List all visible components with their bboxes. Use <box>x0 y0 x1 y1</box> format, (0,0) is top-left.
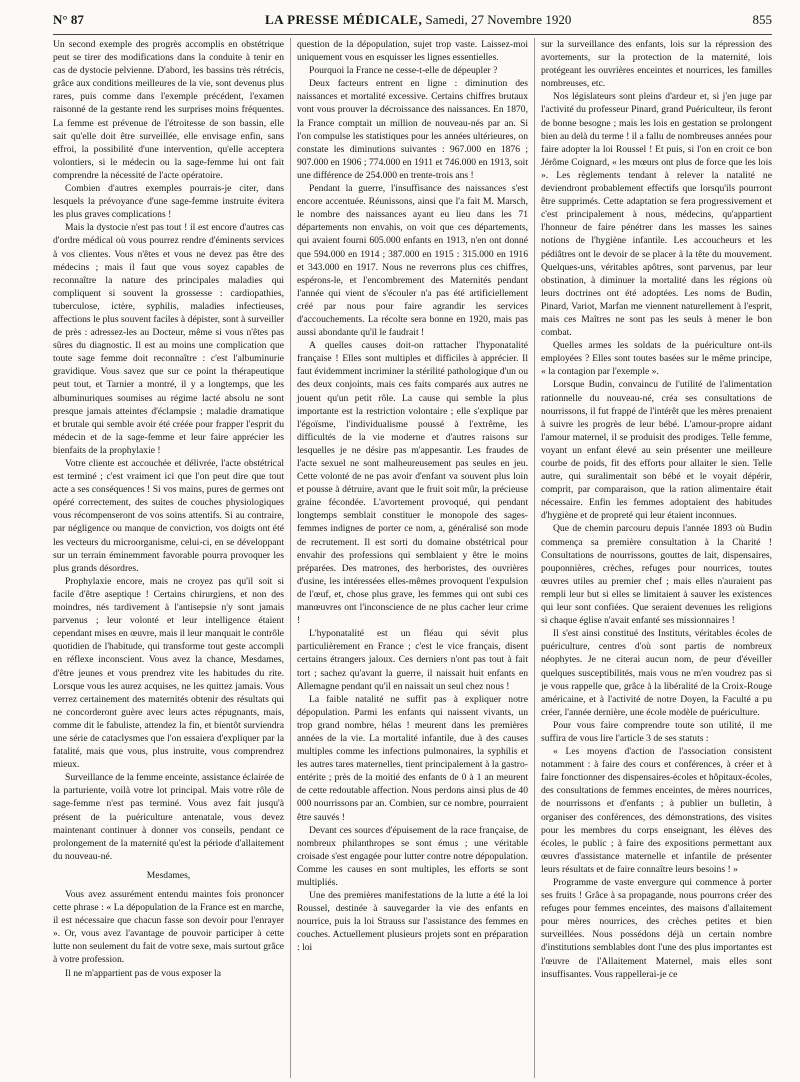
header-masthead <box>265 12 571 28</box>
paragraph: Il ne m'appartient pas de vous exposer la <box>65 967 221 979</box>
paragraph: La faible natalité ne suffit pas à expliquer notre dépopulation. Parmi les enfants qui naissent vivants, un trop grand nombre, hélas ! meurent dans les premières années de la vie. La mortalité infantile, due à des causes multiples comme les infections pulmonaires, la syphilis et les autres tares maternelles, tient principalement à la gastro-entérite ; près de la moitié des enfants de 0 à 1 an meurent de cette redoutable affection. Nous perdons ainsi plus de 40 000 nourrissons par an. Combien, sur ce nombre, pourraient être sauvés ! <box>297 693 528 823</box>
paragraph: Programme de vaste envergure qui commence à porter ses fruits ! Grâce à sa propagande, nous pourrons créer des refuges pour femmes enceintes, des maisons d'allaitement pour mères nourrices, des crèches petites et bien surveillées. Nous possédons déjà un certain nombre d'institutions semblables dont l'une des plus importantes est l'œuvre de l'Allaitement Maternel, mais elles sont insuffisantes. Vous rappellerai-je ce <box>541 877 772 980</box>
paragraph: Quelles armes les soldats de la puériculture ont-ils employées ? Elles sont toutes basées sur le même principe, « la contagion par l'exemple ». <box>541 340 772 378</box>
paragraph: sur la surveillance des enfants, lois sur la répression des avortements, sur la protection de la maternité, lois protégeant les ouvrières enceintes et nourrices, les familles nombreuses, etc. <box>541 39 772 90</box>
paragraph: Deux facteurs entrent en ligne : diminution des naissances et mortalité excessive. Certains chiffres brutaux vont vous prouver la décroissance des naissances. En 1870, la France comptait un million de nouveau-nés par an. Si l'on compulse les statistiques pour les années ultérieures, on constate les diminutions suivantes : 967.000 en 1876 ; 907.000 en 1906 ; 774.000 en 1911 et 746.000 en 1913, soit une différence de 254.000 en trente-trois ans ! <box>297 78 528 181</box>
paragraph: Surveillance de la femme enceinte, assistance éclairée de la parturiente, voilà votre lot principal. Mais votre rôle de sage-femme n'est pas terminé. Vous avez fait jusqu'à présent de la puériculture antenatale, vous devez maintenant continuer à donner vos conseils, pendant ce prolongement de la maternité qu'est la période d'allaitement du nouveau-né. <box>53 772 284 862</box>
paragraph: Que de chemin parcouru depuis l'année 1893 où Budin commença sa première consultation à la Charité ! Consultations de nourrissons, gouttes de lait, dispensaires, pouponnières, crèches, refuges pour nourrices, toutes œuvres utiles au premier chef ; mais elles n'auraient pas rempli leur but si elles se limitaient à sauver les existences qui leur sont confiées. Que seraient devenues les religions si chaque église n'avait enfanté ses missionnaires ! <box>541 523 772 627</box>
journal-title: LA PRESSE MÉDICALE, <box>264 12 423 27</box>
column-2 <box>290 38 528 1078</box>
page-header <box>53 12 772 35</box>
issue-number: N° 87 <box>53 12 84 27</box>
paragraph: Il s'est ainsi constitué des Instituts, véritables écoles de puériculture, centres d'où sont partis de nombreux néophytes. Je ne citerai aucun nom, de peur d'éveiller quelques susceptibilités, mais vous ne m'en voudrez pas si je vous rappelle que, grâce à la libéralité de la Croix-Rouge américaine, et à l'activité de notre Doyen, la Faculté a pu créer, l'année dernière, une école modèle de puériculture. <box>541 628 772 718</box>
paragraph: Une des premières manifestations de la lutte a été la loi Roussel, destinée à sauvegarder la vie des enfants en nourrice, puis la loi Strauss sur l'assistance des femmes en couches. Actuellement plusieurs projets sont en préparation : loi <box>297 890 528 954</box>
paragraph: Un second exemple des progrès accomplis en obstétrique peut se tirer des modifications dans la conduite à tenir en cas de dystocie pelvienne. D'abord, les bassins très rétrécis, grâce aux conditions meilleures de la vie, sont devenus plus rares, puis comme dans l'exemple précédent, l'examen raisonné de la gestante rend les surprises moins fréquentes. La femme est prévenue de l'étroitesse de son bassin, elle sait qu'elle doit être surveillée, elle envisage enfin, sans effroi, la possibilité d'une intervention, qu'elle acceptera volontiers, si le médecin ou la sage-femme lui ont fait comprendre la nécessité de l'acte opératoire. <box>53 39 284 181</box>
article-columns <box>53 38 772 1078</box>
paragraph: Pendant la guerre, l'insuffisance des naissances s'est encore accentuée. Réunissons, ainsi que l'a fait M. Marsch, le nombre des naissances ayant eu lieu dans les 71 départements non envahis, on voit que ces départements, qui avaient fourni 605.000 enfants en 1913, n'en ont donné que 594.000 en 1914 ; 387.000 en 1915 : 315.000 en 1916 et 343.000 en 1917. Nous ne reverrons plus ces chiffres, espérons-le, et l'encombrement des Maternités pendant l'année qui vient de s'écouler n'a pas été artificiellement créé par nous pour faire agrandir les services d'accouchements. La récolte sera bonne en 1920, mais pas aussi abondante qu'il le faudrait ! <box>297 183 528 339</box>
issue-date: Samedi, 27 Novembre 1920 <box>425 12 572 27</box>
paragraph: Mais la dystocie n'est pas tout ! il est encore d'autres cas d'ordre médical où vous pourrez rendre d'éminents services à vos clientes. Vous n'êtes et vous ne devez pas être des médecins ; mais il faut que vous soyez capables de reconnaître la nature des principales maladies qui compliquent si souvent la grossesse : cardiopathies, tuberculose, ictère, syphilis, maladies infectieuses, affections le plus souvent faciles à dépister, sont à surveiller de près : adressez-les au Docteur, même si vous n'êtes pas sûres du diagnostic. Il est au moins une complication que toute sage femme doit reconnaître : c'est l'albuminurie gravidique. Vous savez que sur ce point la thérapeutique peut tout, et Tarnier a montré, il y a longtemps, que les albuminuriques soumises au régime lacté absolu ne sont presque jamais atteintes d'éclampsie ; maladie dramatique et brutale qui semble avoir été créée pour frapper l'esprit du médecin et de la sage-femme et leur faire apprécier les bienfaits de la prophylaxie ! <box>53 222 284 456</box>
paragraph: Devant ces sources d'épuisement de la race française, de nombreux philanthropes se sont émus ; une véritable croisade s'est engagée pour lutter contre notre dépopulation. Comme les causes en sont multiples, les efforts se sont multipliés. <box>297 824 528 888</box>
salutation: Mesdames, <box>146 869 191 881</box>
paragraph: Pour vous faire comprendre toute son utilité, il me suffira de vous lire l'article 3 de ses statuts : <box>541 719 772 744</box>
page-number: 855 <box>752 12 772 27</box>
paragraph: A quelles causes doit-on rattacher l'hyponatalité française ! Elles sont multiples et difficiles à apprécier. Il faut évidemment incriminer la stérilité pathologique d'un ou des deux conjoints, mais ces faits comparés aux autres ne jouent qu'un petit rôle. La cause qui semble la plus importante est la restriction volontaire ; elle s'explique par l'égoïsme, l'individualisme poussé à l'extrême, les difficultés de la vie moderne et d'autres raisons sur lesquelles je ne désire pas m'appesantir. Les fraudes de l'acte sexuel ne sont malheureusement pas seules en jeu. Cette volonté de ne pas avoir d'enfant va souvent plus loin et pousse à détruire, avant que le fruit soit mûr, la précieuse graine fécondée. L'avortement provoqué, qui pendant longtemps semblait constituer le monopole des sages-femmes indignes de porter ce nom, a, généralisé son mode de recrutement. Il est sorti du domaine obstétrical pour envahir des professions qui semblaient y être le moins préparées. Des matrones, des herboristes, des ouvrières d'usine, les intéressées elles-mêmes provoquent l'expulsion de l'œuf, et, chose plus grave, les femmes qui ont subi ces manœuvres ont l'inconscience de ne plus cacher leur crime ! <box>297 340 528 627</box>
paragraph: Pourquoi la France ne cesse-t-elle de dépeupler ? <box>309 65 498 77</box>
paragraph: Vous avez assurément entendu maintes fois prononcer cette phrase : « La dépopulation de la France est en marche, il est nécessaire que chacun fasse son devoir pour l'enrayer ». Or, vous avez l'avantage de pouvoir participer à cette lutte non seulement du fait de votre sexe, mais surtout grâce à votre profession. <box>53 889 284 966</box>
column-1 <box>53 38 284 1078</box>
paragraph: question de la dépopulation, sujet trop vaste. Laissez-moi uniquement vous en esquisser les lignes essentielles. <box>297 39 528 64</box>
paragraph: Nos législateurs sont pleins d'ardeur et, si j'en juge par l'activité du professeur Pinard, grand Puériculteur, ils feront de bonne besogne ; mais les lois en gestation se prolongent bien au delà du terme ! il a fallu de nombreuses années pour faire adopter la loi Roussel ! Et puis, si l'on en croit ce bon Jérôme Coignard, « les mœurs ont plus de force que les lois ». Les règlements tendant à relever la natalité ne deviendront probablement effectifs que lorsqu'ils pourront être supprimés. Cette adaptation se fera progressivement et c'est principalement à nous, médecins, qu'appartient l'honneur de faire pénétrer dans les masses les saines notions de l'hygiène infantile. Les accoucheurs et les pédiâtres ont le devoir de se placer à la tête du mouvement. Quelques-uns, véritables apôtres, sont parvenus, par leur obstination, à diminuer la mortalité dans les régions où leurs doctrines ont été adoptées. Les noms de Budin, Pinard, Variot, Marfan me viennent naturellement à l'esprit, mais ces Maîtres ne sont pas les seuls à mener le bon combat. <box>541 91 772 339</box>
paragraph: Lorsque Budin, convaincu de l'utilité de l'alimentation rationnelle du nouveau-né, créa ses consultations de nourrissons, il fut frappé de l'intérêt que les mères prenaient à suivre les progrès de leur bébé. L'amour-propre aidant l'amour maternel, il se produisit des prodiges. Telle femme, voyant un enfant élevé au sein présenter une meilleure courbe de poids, fit des efforts pour allaiter le sien. Telle autre, qui suralimentait son bébé et le voyait dépérir, comprit, par comparaison, que la ration alimentaire était nécessaire. Enfin les femmes adoptaient des habitudes d'hygiène et de propreté qui leur étaient inconnues. <box>541 379 772 522</box>
column-3 <box>534 38 772 1078</box>
paragraph: Prophylaxie encore, mais ne croyez pas qu'il soit si facile d'être aseptique ! Certains chirurgiens, et non des moindres, nés tardivement à l'antisepsie n'y sont jamais parvenus ; leur volonté et leur intelligence étaient cependant mises en œuvre, mais il leur manquait le contrôle quotidien de l'habitude, qui transforme tout geste accompli en réflexe inconscient. Vous avez la chance, Mesdames, d'être jeunes et vous prendrez vite les habitudes du rite. Lorsque vous les aurez acquises, ne les quittez jamais. Vous verrez certainement des maternités obtenir des résultats qui ne concorderont guère avec leurs actes répugnants, mais, comme dit le fabuliste, attendez la fin, et bientôt surviendra une série de cataclysmes que l'on essaiera d'expliquer par la fatalité, mais que vous, plus instruite, vous comprendrez mieux. <box>53 575 284 771</box>
paragraph: Combien d'autres exemples pourrais-je citer, dans lesquels la prévoyance d'une sage-femme instruite évitera les plus graves complications ! <box>53 183 284 221</box>
paragraph: Votre cliente est accouchée et délivrée, l'acte obstétrical est terminé ; c'est vraiment ici que l'on peut dire que tout acte a ses conséquences ! Si vos mains, pures de germes ont opéré correctement, des suites de couches physiologiques vous récompenseront de vos soins attentifs. Si au contraire, par négligence ou manque de conviction, vos doigts ont été les vecteurs du microorganisme, celui-ci, en se développant sur un terrain éminemment favorable pourra provoquer les plus grands désordres. <box>53 458 284 574</box>
quoted-statute: « Les moyens d'action de l'association consistent notamment : à faire des cours et conférences, à créer et à faire fonctionner des dispensaires-écoles et hôpitaux-écoles, des consultations de femmes enceintes, de mères nourrices, de nourrissons et d'enfants ; à publier un bulletin, à organiser des conférences, des démonstrations, des visites pour les membres du corps enseignant, les élèves des écoles, le public ; à faire des expositions permettant aux œuvres d'assistance maternelle et infantile de présenter leurs résultats et de faire connaître leurs besoins ! » <box>541 746 772 875</box>
paragraph: L'hyponatalité est un fléau qui sévit plus particulièrement en France ; c'est le vice français, disent certains étrangers jaloux. Ces derniers n'ont pas tout à fait tort ; sachez qu'avant la guerre, il naissait huit enfants en Allemagne pendant qu'il en naissait un seul chez nous ! <box>297 628 528 692</box>
